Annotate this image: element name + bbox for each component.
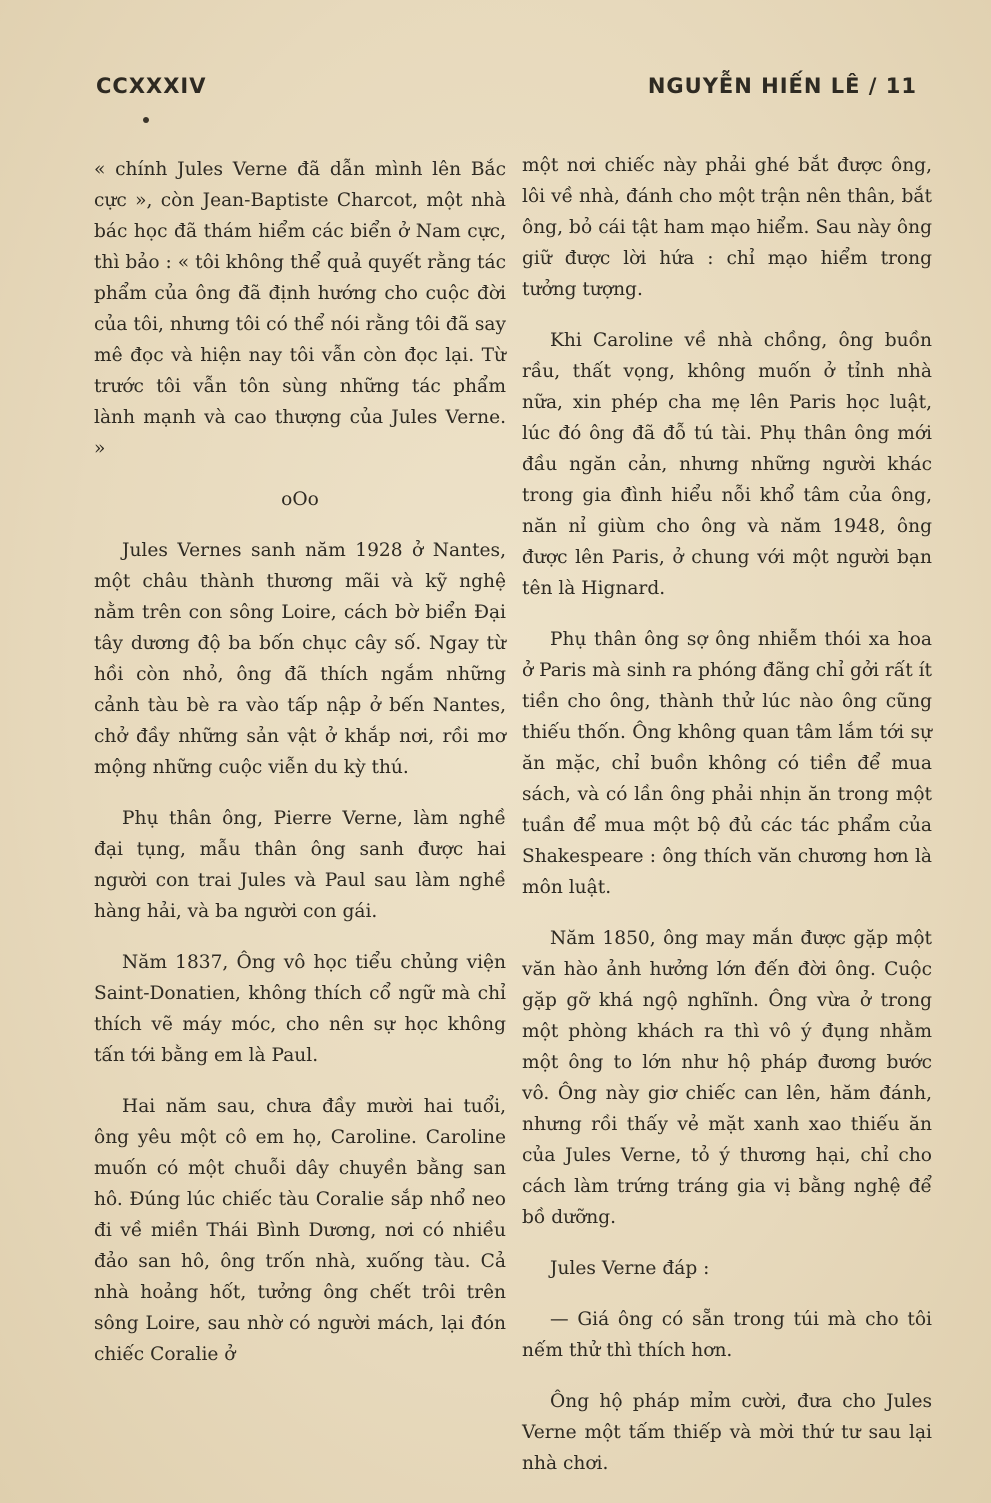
section-separator: oOo <box>281 489 319 510</box>
paragraph: Jules Vernes sanh năm 1928 ở Nantes, một châu thành thương mãi và kỹ nghệ nằm trên con sông Loire, cách bờ biển Đại tây dương độ ba bốn chục cây số. Ngay từ hồi còn nhỏ, ông đã thích ngắm những cảnh tàu bè ra vào tấp nập ở bến Nantes, chở đầy những sản vật ở khắp nơi, rồi mơ mộng những cuộc viễn du kỳ thú. <box>94 540 506 778</box>
page-header-left: CCXXXIV <box>96 74 207 98</box>
paragraph: Năm 1837, Ông vô học tiểu chủng viện Saint-Donatien, không thích cổ ngữ mà chỉ thích vẽ máy móc, cho nên sự học không tấn tới bằng em là Paul. <box>94 952 506 1066</box>
dialogue-line: — Giá ông có sẵn trong túi mà cho tôi nếm thử thì thích hơn. <box>522 1309 932 1361</box>
paragraph: « chính Jules Verne đã dẫn mình lên Bắc cực », còn Jean-Baptiste Charcot, một nhà bác học đã thám hiểm các biển ở Nam cực, thì bảo : « tôi không thể quả quyết rằng tác phẩm của ông đã định hướng cho cuộc đời của tôi, nhưng tôi có thể nói rằng tôi đã say mê đọc và hiện nay tôi vẫn còn đọc lại. Từ trước tôi vẫn tôn sùng những tác phẩm lành mạnh và cao thượng của Jules Verne. » <box>94 159 506 459</box>
right-column <box>522 150 932 1499</box>
paragraph: Năm 1850, ông may mắn được gặp một văn hào ảnh hưởng lớn đến đời ông. Cuộc gặp gỡ khá ngộ nghĩnh. Ông vừa ở trong một phòng khách ra thì vô ý đụng nhằm một ông to lớn như hộ pháp đương bước vô. Ông này giơ chiếc can lên, hăm đánh, nhưng rồi thấy vẻ mặt xanh xao thiếu ăn của Jules Verne, tỏ ý thương hại, chỉ cho cách làm trứng tráng gia vị bằng nghệ để bồ dưỡng. <box>522 928 932 1228</box>
paragraph: Khi Caroline về nhà chồng, ông buồn rầu, thất vọng, không muốn ở tỉnh nhà nữa, xin phép cha mẹ lên Paris học luật, lúc đó ông đã đỗ tú tài. Phụ thân ông mới đầu ngăn cản, nhưng những người khác trong gia đình hiểu nỗi khổ tâm của ông, năn nỉ giùm cho ông và năm 1948, ông được lên Paris, ở chung với một người bạn tên là Hignard. <box>522 330 932 599</box>
page-header-right: NGUYỄN HIẾN LÊ / 11 <box>647 74 917 98</box>
paragraph: Phụ thân ông, Pierre Verne, làm nghề đại tụng, mẫu thân ông sanh được hai người con trai Jules và Paul sau làm nghề hàng hải, và ba người con gái. <box>94 808 506 922</box>
left-column <box>94 154 506 1390</box>
paragraph: Phụ thân ông sợ ông nhiễm thói xa hoa ở Paris mà sinh ra phóng đãng chỉ gởi rất ít tiền cho ông, thành thử lúc nào ông cũng thiếu thốn. Ông không quan tâm lắm tới sự ăn mặc, chỉ buồn không có tiền để mua sách, và có lần ông phải nhịn ăn trong một tuần để mua một bộ đủ các tác phẩm của Shakespeare : ông thích văn chương hơn là môn luật. <box>522 629 932 898</box>
paragraph: một nơi chiếc này phải ghé bắt được ông, lôi về nhà, đánh cho một trận nên thân, bắt ông, bỏ cái tật ham mạo hiểm. Sau này ông giữ được lời hứa : chỉ mạo hiểm trong tưởng tượng. <box>522 155 932 300</box>
paragraph: Ông hộ pháp mỉm cười, đưa cho Jules Verne một tấm thiếp và mời thứ tư sau lại nhà chơi. <box>522 1391 932 1474</box>
ink-dot <box>143 117 149 123</box>
paragraph: Hai năm sau, chưa đầy mười hai tuổi, ông yêu một cô em họ, Caroline. Caroline muốn có một chuỗi dây chuyền bằng san hô. Đúng lúc chiếc tàu Coralie sắp nhổ neo đi về miền Thái Bình Dương, nơi có nhiều đảo san hô, ông trốn nhà, xuống tàu. Cả nhà hoảng hốt, tưởng ông chết trôi trên sông Loire, sau nhờ có người mách, lại đón chiếc Coralie ở <box>94 1096 506 1365</box>
paragraph: Jules Verne đáp : <box>550 1258 710 1279</box>
